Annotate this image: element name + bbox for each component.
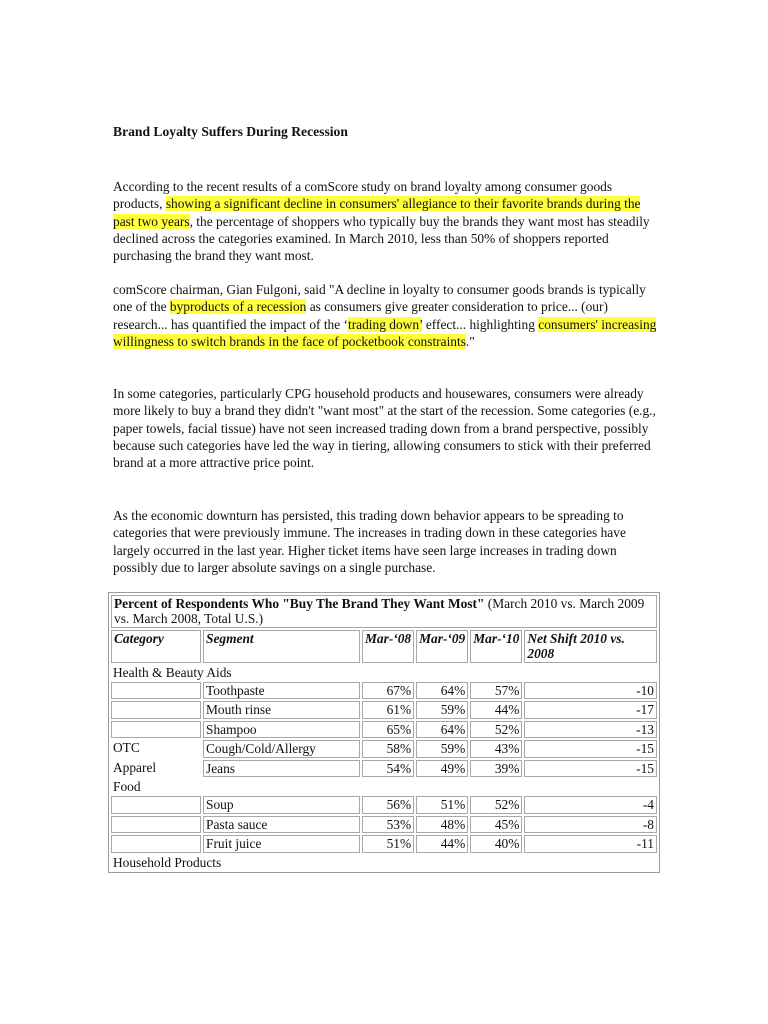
cell-segment: Toothpaste: [203, 682, 360, 699]
paragraph-1: [113, 178, 658, 264]
paragraph-3: In some categories, particularly CPG household products and housewares, consumers were already more likely to buy a brand they didn't "want most" at the start of the recession. Some categories (e.g., paper towels, facial tissue) have not seen increased trading down from a brand perspective, possibly because such categories have led the way in tiering, allowing consumers to stick with their preferred brand at a more attractive price point.: [113, 386, 656, 471]
paragraph-1-text-a: According to the recent results of a comScore study on brand loyalty among consumer goods products,: [113, 179, 613, 212]
group-label: Household Products: [113, 854, 222, 870]
cell-mar-09: 48%: [416, 816, 468, 833]
header-net-shift: Net Shift 2010 vs. 2008: [524, 630, 657, 663]
cell-mar-09: 59%: [416, 740, 468, 757]
paragraph-2: [113, 281, 658, 350]
cell-mar-10: 52%: [470, 721, 522, 738]
cell-mar-10: 39%: [470, 760, 522, 777]
cell-category: [111, 796, 201, 813]
table-row: [111, 835, 657, 852]
header-category: Category: [111, 630, 201, 663]
cell-net-shift: -8: [524, 816, 657, 833]
cell-segment: Mouth rinse: [203, 701, 360, 718]
brand-loyalty-table: [108, 592, 660, 873]
cell-mar-08: 58%: [362, 740, 414, 757]
cell-mar-10: 45%: [470, 816, 522, 833]
cell-mar-08: 65%: [362, 721, 414, 738]
cell-mar-10: 43%: [470, 740, 522, 757]
article-title: Brand Loyalty Suffers During Recession: [113, 124, 348, 139]
cell-category: [111, 721, 201, 738]
table-row: [111, 816, 657, 833]
cell-net-shift: -13: [524, 721, 657, 738]
paragraph-1-text-b: , the percentage of shoppers who typically buy the brands they want most has steadily declined across the categories examined. In March 2010, less than 50% of shoppers reported purchasing the brand they want most.: [113, 213, 650, 264]
cell-mar-08: 61%: [362, 701, 414, 718]
paragraph-2-text-b: as consumers give greater consideration to price... (our) research... has quantified the impact of the ‘: [113, 299, 608, 332]
cell-net-shift: -11: [524, 835, 657, 852]
cell-mar-10: 57%: [470, 682, 522, 699]
table-caption: [111, 595, 657, 628]
cell-mar-08: 54%: [362, 760, 414, 777]
paragraph-2-highlight-1: byproducts of a recession: [169, 299, 307, 315]
table-row: [111, 721, 657, 738]
paragraph-2-text-c: effect... highlighting: [422, 316, 539, 332]
cell-mar-09: 64%: [416, 721, 468, 738]
cell-mar-10: 44%: [470, 701, 522, 718]
cell-mar-08: 67%: [362, 682, 414, 699]
table-row: [111, 682, 657, 699]
group-label: Health & Beauty Aids: [113, 664, 232, 680]
cell-segment: Soup: [203, 796, 360, 813]
cell-mar-10: 40%: [470, 835, 522, 852]
header-mar-08: Mar-‘08: [362, 630, 414, 663]
cell-mar-08: 51%: [362, 835, 414, 852]
header-segment: Segment: [203, 630, 360, 663]
cell-category: Apparel: [113, 759, 157, 775]
cell-category: [111, 835, 201, 852]
header-mar-09: Mar-‘09: [416, 630, 468, 663]
cell-net-shift: -15: [524, 740, 657, 757]
cell-net-shift: -15: [524, 760, 657, 777]
cell-segment: Cough/Cold/Allergy: [203, 740, 360, 757]
cell-mar-08: 56%: [362, 796, 414, 813]
table-header-row: [111, 630, 657, 663]
paragraph-2-text-d: .": [465, 333, 475, 349]
group-row-health-beauty: [111, 665, 657, 680]
cell-net-shift: -4: [524, 796, 657, 813]
cell-category: [111, 682, 201, 699]
cell-mar-09: 59%: [416, 701, 468, 718]
cell-category: OTC: [113, 740, 140, 756]
cell-mar-09: 44%: [416, 835, 468, 852]
table-row: [111, 760, 657, 777]
cell-segment: Fruit juice: [203, 835, 360, 852]
table-caption-row: [111, 595, 657, 628]
group-row-household: [111, 855, 657, 870]
cell-segment: Shampoo: [203, 721, 360, 738]
cell-category: [111, 701, 201, 718]
table-row: [111, 701, 657, 718]
group-row-food: [111, 779, 657, 794]
cell-segment: Pasta sauce: [203, 816, 360, 833]
cell-mar-09: 64%: [416, 682, 468, 699]
table-row: [111, 796, 657, 813]
group-label: Food: [113, 779, 141, 795]
header-mar-10: Mar-‘10: [470, 630, 522, 663]
cell-category: [111, 816, 201, 833]
paragraph-2-text-a: comScore chairman, Gian Fulgoni, said "A decline in loyalty to consumer goods brands is typically one of the: [113, 282, 646, 315]
table-caption-bold: Percent of Respondents Who "Buy The Brand They Want Most": [114, 596, 485, 611]
cell-mar-10: 52%: [470, 796, 522, 813]
cell-segment: Jeans: [203, 760, 360, 777]
table-row: [111, 740, 657, 757]
cell-mar-09: 51%: [416, 796, 468, 813]
paragraph-4: As the economic downturn has persisted, this trading down behavior appears to be spreading to categories that were previously immune. The increases in trading down in these categories have largely occurred in the last year. Higher ticket items have seen large increases in trading down possibly due to larger absolute savings on a single purchase.: [113, 508, 626, 575]
cell-mar-08: 53%: [362, 816, 414, 833]
cell-mar-09: 49%: [416, 760, 468, 777]
cell-net-shift: -17: [524, 701, 657, 718]
table-caption-rest: (March 2010 vs. March 2009 vs. March 2008, Total U.S.): [114, 596, 645, 627]
cell-net-shift: -10: [524, 682, 657, 699]
paragraph-2-highlight-3: consumers' increasing willingness to switch brands in the face of pocketbook constraints: [113, 316, 657, 349]
paragraph-1-highlight: showing a significant decline in consumers' allegiance to their favorite brands during the past two years: [113, 196, 641, 229]
paragraph-2-highlight-2: trading down’: [347, 316, 423, 332]
